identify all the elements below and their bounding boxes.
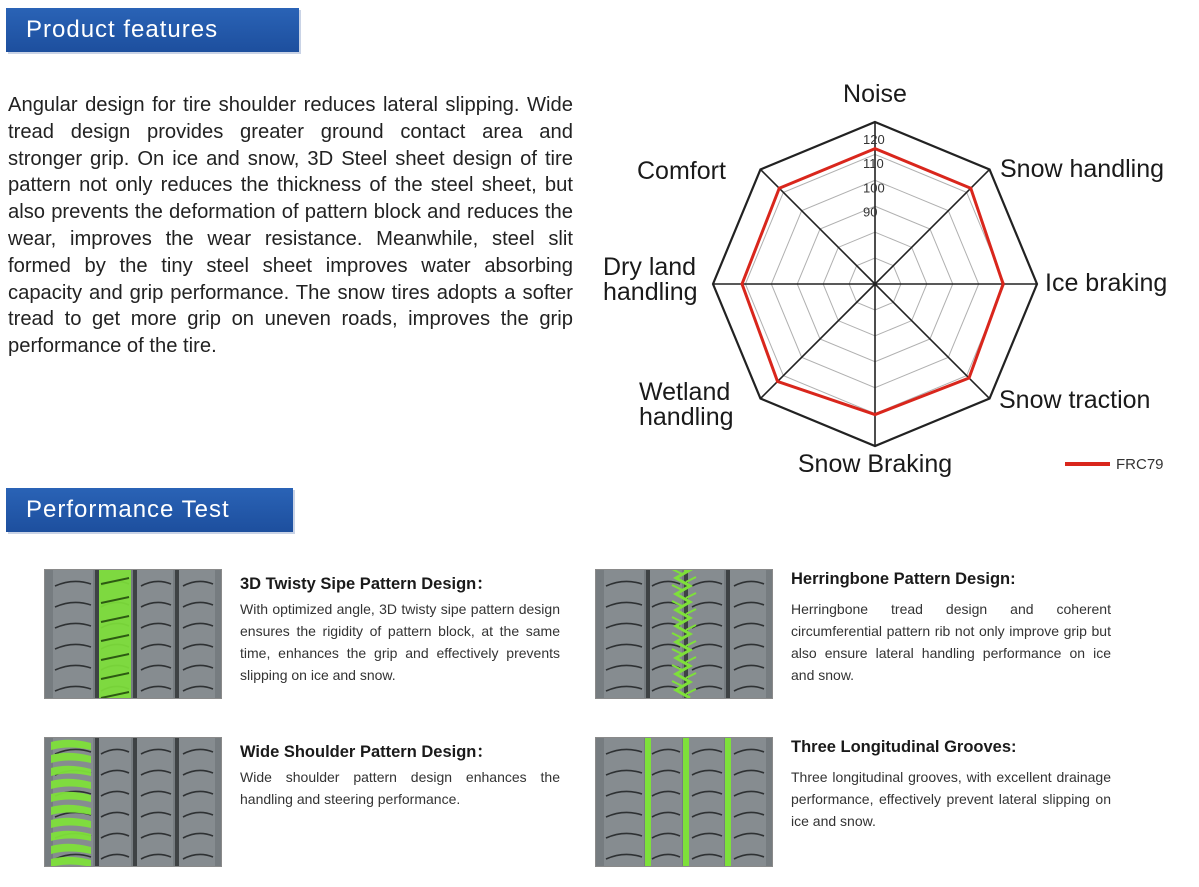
category-label: Comfort <box>637 157 726 185</box>
data-point <box>778 187 781 190</box>
feature-title: 3D Twisty Sipe Pattern Design： <box>240 575 493 593</box>
data-point <box>741 283 744 286</box>
section-title-performance-text: Performance Test <box>26 496 230 523</box>
radar-chart-svg <box>595 72 1195 484</box>
axis-spoke <box>875 284 990 399</box>
category-label: Noise <box>843 80 907 108</box>
legend-label: FRC79 <box>1116 456 1164 473</box>
axis-spoke <box>875 169 990 284</box>
category-label: Ice braking <box>1045 269 1168 297</box>
tread-pattern-graphic <box>45 570 221 698</box>
tread-thumbnail <box>44 737 222 867</box>
feature-description: Herringbone tread design and coherent circumferential pattern rib not only improve grip but also ensure lateral handling performance on ice and snow. <box>791 601 1111 683</box>
tread-thumbnail <box>595 569 773 699</box>
data-point <box>968 377 971 380</box>
data-point <box>874 147 877 150</box>
data-point <box>1002 283 1005 286</box>
section-title-performance <box>6 488 293 532</box>
feature-description: With optimized angle, 3D twisty sipe pattern design ensures the rigidity of pattern block, at the same time, enhances the grip and effectively prevents slipping on ice and snow. <box>240 601 560 683</box>
category-label: Snow traction <box>999 386 1151 414</box>
radar-chart <box>595 72 1195 484</box>
feature-description: Wide shoulder pattern design enhances the handling and steering performance. <box>240 769 560 807</box>
radial-tick-label: 100 <box>863 180 885 196</box>
radial-tick-label: 120 <box>863 131 885 147</box>
radial-tick-label: 110 <box>863 156 884 172</box>
data-point <box>776 380 779 383</box>
feature-title: Three Longitudinal Grooves: <box>791 738 1017 756</box>
data-point <box>969 187 972 190</box>
data-point <box>874 413 877 416</box>
feature-card <box>595 737 1155 887</box>
section-title-features-text: Product features <box>26 16 219 43</box>
tread-thumbnail <box>595 737 773 867</box>
tread-pattern-graphic <box>596 738 772 866</box>
axis-spoke <box>760 169 878 284</box>
feature-card <box>595 569 1155 719</box>
feature-card <box>44 569 604 719</box>
tread-pattern-graphic <box>596 570 772 698</box>
category-label: Wetland handling <box>639 378 734 431</box>
tread-pattern-graphic <box>45 738 221 866</box>
feature-description: Three longitudinal grooves, with excellent drainage performance, effectively prevent lateral slipping on ice and snow. <box>791 769 1111 829</box>
section-title-features <box>6 8 299 52</box>
radial-tick-label: 90 <box>863 204 878 220</box>
category-label: Snow handling <box>1000 155 1165 183</box>
feature-title: Wide Shoulder Pattern Design： <box>240 743 493 761</box>
feature-card <box>44 737 604 887</box>
feature-title: Herringbone Pattern Design: <box>791 570 1016 588</box>
category-label: Dry land handling <box>603 253 698 306</box>
intro-paragraph: Angular design for tire shoulder reduces lateral slipping. Wide tread design provides greater ground contact area and stronger grip. On ice and snow, 3D Steel sheet design of tire pattern not only reduces the thickness of the steel sheet, but also prevents the deformation of pattern block and reduces the wear, improves the wear resistance. Meanwhile, steel slit formed by the tiny steel sheet improves water absorbing capacity and grip performance. The snow tires adopts a softer tread to get more grip on uneven roads, improves the grip performance of the tire. <box>8 94 573 358</box>
category-label: Snow Braking <box>797 450 953 478</box>
tread-thumbnail <box>44 569 222 699</box>
